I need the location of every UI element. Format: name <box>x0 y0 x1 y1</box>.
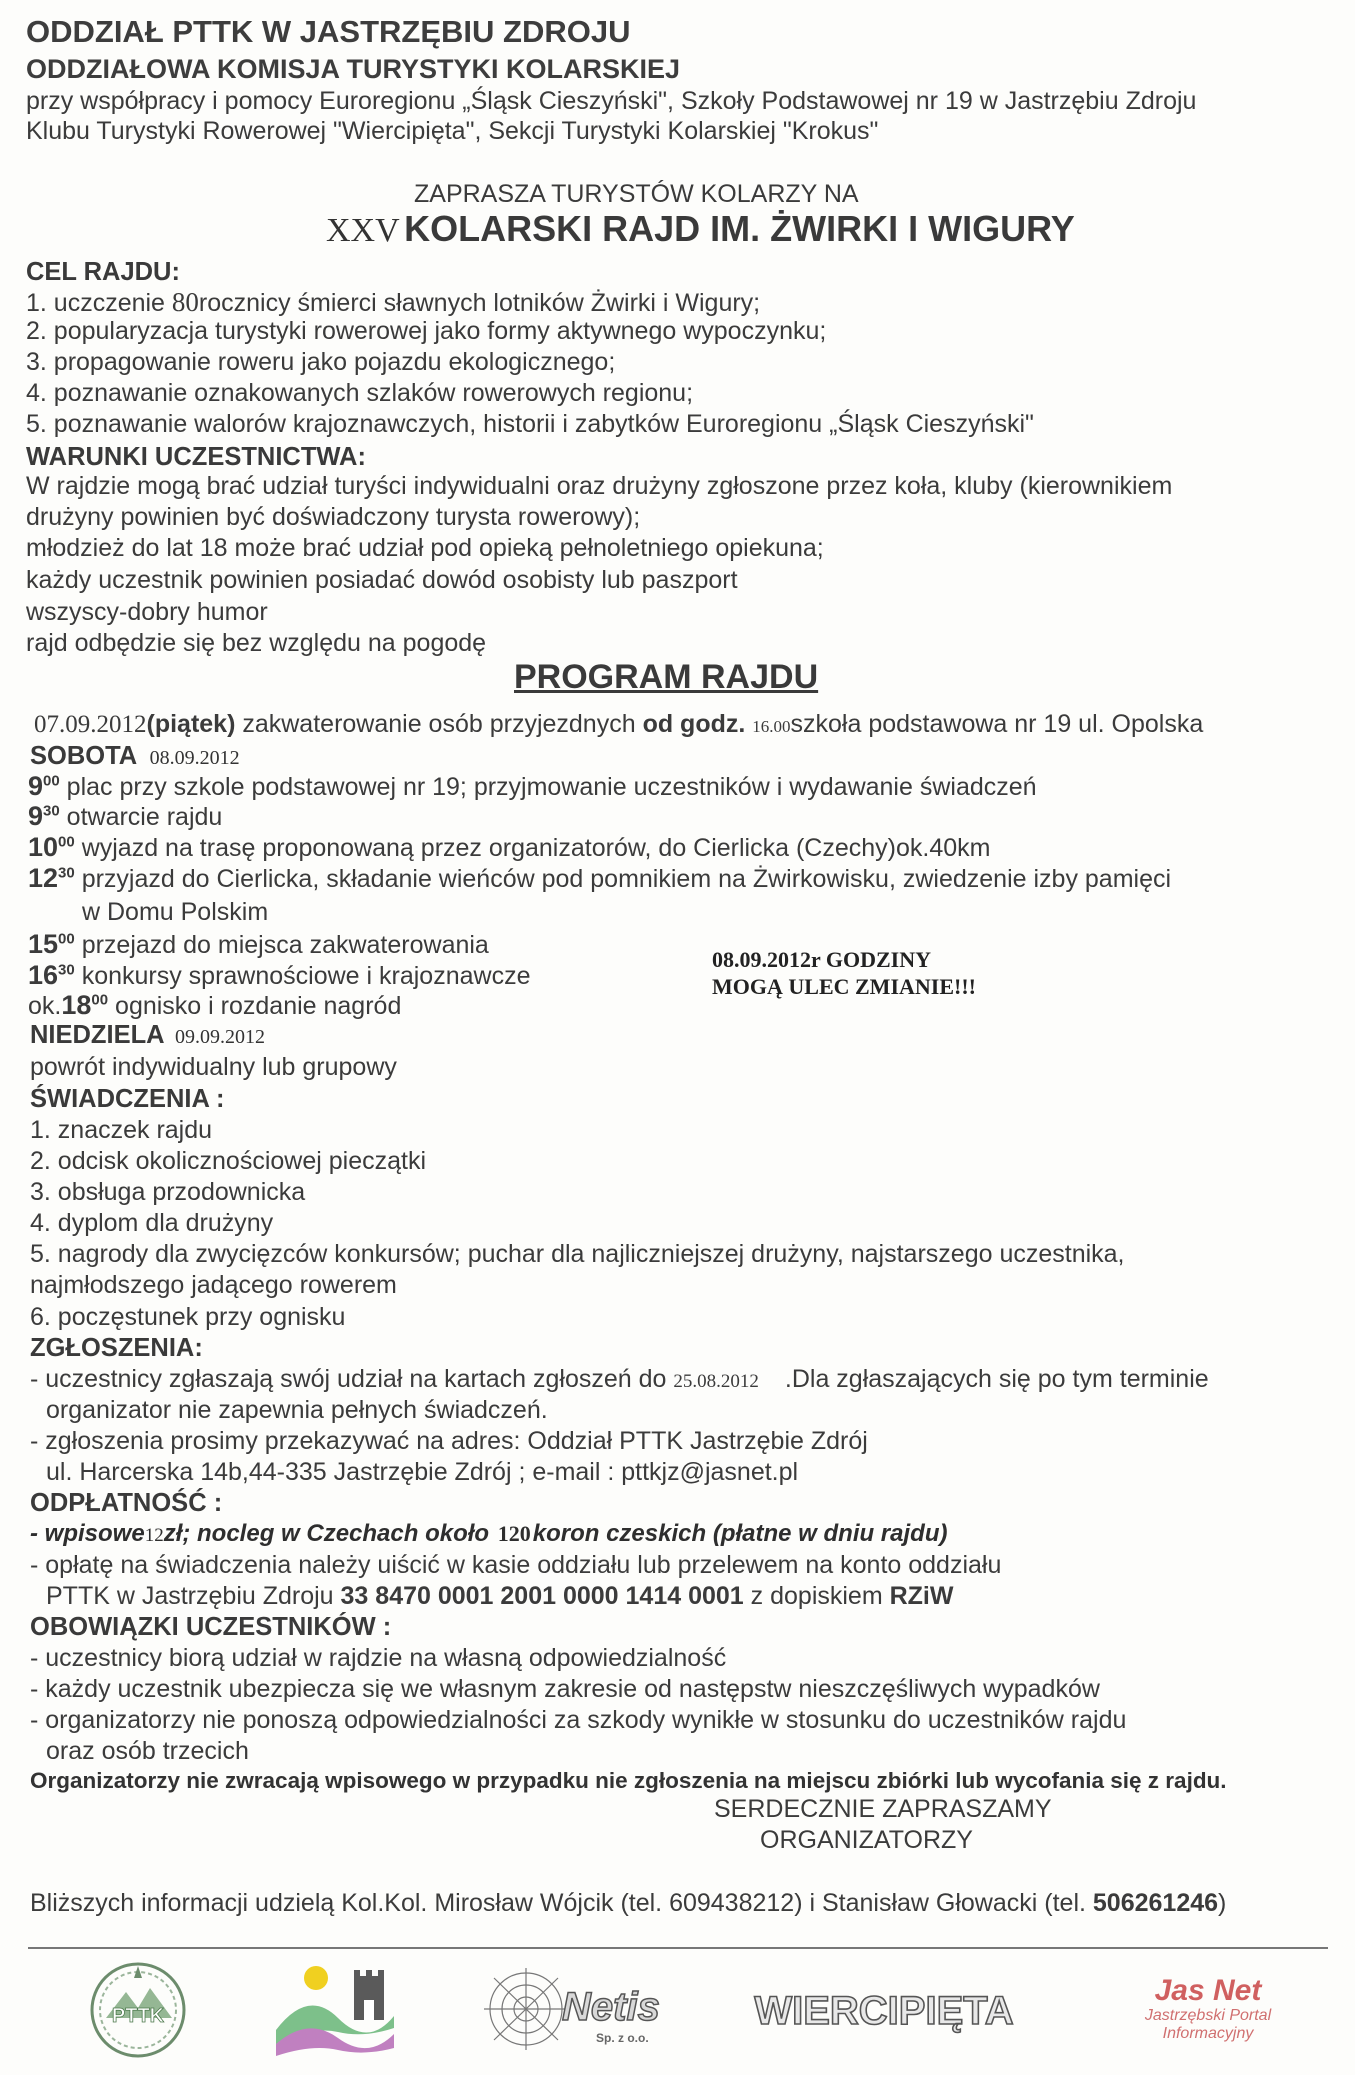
sunday-line <box>30 1021 265 1050</box>
schedule-item <box>28 832 990 863</box>
fees-heading: ODPŁATNOŚĆ : <box>30 1489 223 1517</box>
schedule-hour: 16 <box>28 960 59 990</box>
schedule-item <box>28 960 530 991</box>
friday-day: (piątek) <box>146 710 236 738</box>
registration-deadline: 25.08.2012 <box>673 1371 759 1392</box>
benefit-line: 4. dyplom dla drużyny <box>30 1209 274 1237</box>
schedule-hour: 9 <box>28 771 44 801</box>
fees-text: zł; nocleg w Czechach około <box>163 1520 496 1547</box>
event-title-text: KOLARSKI RAJD IM. ŻWIRKI I WIGURY <box>404 208 1075 249</box>
friday-from: od godz. <box>642 710 746 738</box>
benefit-line: 1. znaczek rajdu <box>30 1116 213 1144</box>
goal-item: 4. poznawanie oznakowanych szlaków rowerowych regionu; <box>26 379 694 407</box>
closing-line-1: SERDECZNIE ZAPRASZAMY <box>714 1795 1052 1823</box>
schedule-text: otwarcie rajdu <box>66 803 223 831</box>
benefit-line: 3. obsługa przodownicka <box>30 1178 306 1206</box>
schedule-hour: 10 <box>28 832 59 862</box>
duty-line: - uczestnicy biorą udział w rajdzie na własną odpowiedzialność <box>30 1644 727 1672</box>
schedule-note-line-2: MOGĄ ULEC ZMIANIE!!! <box>712 974 976 999</box>
contact-text: ) <box>1218 1889 1227 1917</box>
goal-text: 1. uczczenie <box>26 289 172 317</box>
saturday-line <box>30 742 240 771</box>
org-name: ODDZIAŁ PTTK W JASTRZĘBIU ZDROJU <box>26 14 631 49</box>
fees-line-3 <box>46 1582 953 1611</box>
pttk-logo <box>86 1958 190 2058</box>
euroregion-emblem-icon <box>268 1958 398 2058</box>
jasnet-logo <box>1104 1958 1314 2058</box>
schedule-text: plac przy szkole podstawowej nr 19; przyjmowanie uczestników i wydawanie świadczeń <box>66 773 1037 801</box>
program-heading: PROGRAM RAJDU <box>514 658 819 696</box>
duty-line: - organizatorzy nie ponoszą odpowiedzialności za szkody wynikłe w stosunku do uczestników rajdu <box>30 1706 1127 1734</box>
registration-line-3: - zgłoszenia prosimy przekazywać na adres: Oddział PTTK Jastrzębie Zdrój <box>30 1427 868 1455</box>
spider-web-icon <box>476 1958 686 2058</box>
schedule-text: przejazd do miejsca zakwaterowania <box>81 931 489 959</box>
cooperation-line-1: przy współpracy i pomocy Euroregionu „Śląsk Cieszyński", Szkoły Podstawowej nr 19 w Jastrzębiu Zdroju <box>26 87 1197 115</box>
friday-time: 16.00 <box>752 717 791 736</box>
jasnet-wordmark-icon <box>1104 1958 1314 2058</box>
fees-text: z dopiskiem <box>743 1582 890 1610</box>
netis-logo <box>476 1958 686 2058</box>
registration-line-2: organizator nie zapewnia pełnych świadczeń. <box>46 1396 548 1424</box>
contact-text: Bliższych informacji udzielą Kol.Kol. Mirosław Wójcik (tel. 609438212) i Stanisław Głowacki (tel. <box>30 1889 1093 1917</box>
contact-line <box>30 1889 1226 1918</box>
benefits-heading: ŚWIADCZENIA : <box>30 1085 225 1113</box>
duties-heading: OBOWIĄZKI UCZESTNIKÓW : <box>30 1613 392 1641</box>
goal-anniversary: 80 <box>171 287 199 317</box>
closing-line-2: ORGANIZATORZY <box>760 1826 973 1854</box>
schedule-minute: 00 <box>58 930 75 948</box>
schedule-text: przyjazd do Cierlicka, składanie wieńców pod pomnikiem na Żwirkowisku, zwiedzenie izby pamięci <box>81 865 1172 893</box>
schedule-item <box>28 801 222 832</box>
wiercipieta-logo <box>734 1958 1034 2058</box>
bank-account: 33 8470 0001 2001 0000 1414 0001 <box>340 1582 744 1610</box>
schedule-hour: 15 <box>28 929 59 959</box>
cooperation-line-2: Klubu Turystyki Rowerowej "Wiercipięta", Sekcji Turystyki Kolarskiej "Krokus" <box>26 117 879 145</box>
schedule-hour: 18 <box>61 990 92 1020</box>
transfer-reference: RZiW <box>889 1582 954 1610</box>
friday-text: zakwaterowanie osób przyjezdnych <box>235 710 643 738</box>
fees-line-2: - opłatę na świadczenia należy uiścić w kasie oddziału lub przelewem na konto oddziału <box>30 1551 1002 1579</box>
netis-logo-subtext: Sp. z o.o. <box>596 2031 649 2045</box>
sunday-text: powrót indywidualny lub grupowy <box>30 1053 397 1081</box>
schedule-minute: 30 <box>58 961 75 979</box>
jasnet-logo-subtitle: Informacyjny <box>1162 2025 1254 2042</box>
schedule-continuation: w Domu Polskim <box>82 898 269 926</box>
conditions-heading: WARUNKI UCZESTNICTWA: <box>26 443 366 471</box>
condition-line: rajd odbędzie się bez względu na pogodę <box>26 629 487 657</box>
goal-item: 3. propagowanie roweru jako pojazdu ekologicznego; <box>26 348 616 376</box>
fees-amount: 12 <box>144 1525 164 1546</box>
pttk-emblem-icon <box>86 1958 190 2058</box>
goal-item: 5. poznawanie walorów krajoznawczych, historii i zabytków Euroregionu „Śląsk Cieszyński" <box>26 410 1034 438</box>
schedule-minute: 00 <box>43 772 60 790</box>
registration-heading: ZGŁOSZENIA: <box>30 1334 203 1362</box>
schedule-prefix: ok. <box>28 992 62 1020</box>
condition-line: młodzież do lat 18 może brać udział pod opieką pełnoletniego opiekuna; <box>26 534 824 562</box>
saturday-label: SOBOTA <box>30 742 138 770</box>
fees-amount: 120 <box>497 1521 531 1546</box>
registration-text: .Dla zgłaszających się po tym terminie <box>784 1365 1209 1393</box>
condition-line: W rajdzie mogą brać udział turyści indywidualni oraz drużyny zgłoszone przez koła, kluby (kierownikiem <box>26 472 1173 500</box>
duty-line: - każdy uczestnik ubezpiecza się we własnym zakresie od następstw nieszczęśliwych wypadków <box>30 1675 1100 1703</box>
sunday-label: NIEDZIELA <box>30 1021 165 1049</box>
schedule-minute: 30 <box>43 802 60 820</box>
schedule-item <box>28 863 1171 894</box>
schedule-minute: 00 <box>91 991 109 1009</box>
friday-place: szkoła podstawowa nr 19 ul. Opolska <box>790 710 1204 738</box>
netis-logo-text: Netis <box>562 1985 660 2029</box>
goal-text: rocznicy śmierci sławnych lotników Żwirki i Wigury; <box>198 289 761 317</box>
schedule-minute: 30 <box>58 864 75 882</box>
schedule-note-line-1: 08.09.2012r GODZINY <box>712 947 931 972</box>
schedule-hour: 12 <box>28 863 59 893</box>
friday-date: 07.09.2012 <box>34 711 147 738</box>
invite-line: ZAPRASZA TURYSTÓW KOLARZY NA <box>414 180 859 208</box>
benefit-line: 5. nagrody dla zwycięzców konkursów; puchar dla najliczniejszej drużyny, najstarszego uczestnika, <box>30 1240 1125 1268</box>
schedule-item <box>28 929 489 960</box>
wiercipieta-wordmark-icon <box>734 1958 1034 2058</box>
duty-line: oraz osób trzecich <box>46 1737 249 1765</box>
registration-line-4: ul. Harcerska 14b,44-335 Jastrzębie Zdrój ; e-mail : pttkjz@jasnet.pl <box>46 1458 799 1486</box>
goals-heading: CEL RAJDU: <box>26 258 180 286</box>
sunday-date: 09.09.2012 <box>175 1026 266 1048</box>
goal-item: 2. popularyzacja turystyki rowerowej jako formy aktywnego wypoczynku; <box>26 317 827 345</box>
schedule-item <box>28 771 1037 802</box>
friday-line <box>34 710 1203 739</box>
event-title-roman: XXV <box>326 212 400 249</box>
benefit-line: najmłodszego jadącego rowerem <box>30 1271 397 1299</box>
registration-line-1 <box>30 1365 1209 1394</box>
schedule-hour: 9 <box>28 801 44 831</box>
benefit-line: 2. odcisk okolicznościowej pieczątki <box>30 1147 427 1175</box>
footer-divider <box>28 1947 1328 1949</box>
goal-item <box>26 287 760 318</box>
condition-line: drużyny powinien być doświadczony turysta rowerowy); <box>26 503 641 531</box>
registration-text: - uczestnicy zgłaszają swój udział na kartach zgłoszeń do <box>30 1365 667 1393</box>
jasnet-logo-title: Jas Net <box>1154 1974 1262 2007</box>
refund-notice: Organizatorzy nie zwracają wpisowego w przypadku nie zgłoszenia na miejscu zbiórki lub wycofania się z rajdu. <box>30 1768 1227 1793</box>
benefit-line: 6. poczęstunek przy ognisku <box>30 1303 346 1331</box>
wiercipieta-logo-text: WIERCIPIĘTA <box>754 1989 1014 2033</box>
pttk-logo-text: PTTK <box>111 2005 165 2027</box>
event-title <box>326 208 1075 250</box>
contact-phone: 506261246 <box>1092 1889 1219 1917</box>
commission-name: ODDZIAŁOWA KOMISJA TURYSTYKI KOLARSKIEJ <box>26 54 681 84</box>
fees-text: PTTK w Jastrzębiu Zdroju <box>46 1582 341 1610</box>
euroregion-logo <box>268 1958 398 2058</box>
jasnet-logo-subtitle: Jastrzębski Portal <box>1144 2007 1272 2024</box>
fees-text: koron czeskich (płatne w dniu rajdu) <box>532 1520 948 1547</box>
fees-line-1 <box>30 1520 947 1548</box>
schedule-text: wyjazd na trasę proponowaną przez organizatorów, do Cierlicka (Czechy)ok.40km <box>81 834 991 862</box>
saturday-date: 08.09.2012 <box>149 747 240 769</box>
condition-line: wszyscy-dobry humor <box>26 598 268 626</box>
schedule-text: konkursy sprawnościowe i krajoznawcze <box>81 962 531 990</box>
schedule-text: ognisko i rozdanie nagród <box>108 992 402 1020</box>
condition-line: każdy uczestnik powinien posiadać dowód osobisty lub paszport <box>26 566 738 594</box>
schedule-item-evening <box>28 990 401 1021</box>
schedule-minute: 00 <box>58 833 75 851</box>
fees-text: - wpisowe <box>30 1520 145 1547</box>
